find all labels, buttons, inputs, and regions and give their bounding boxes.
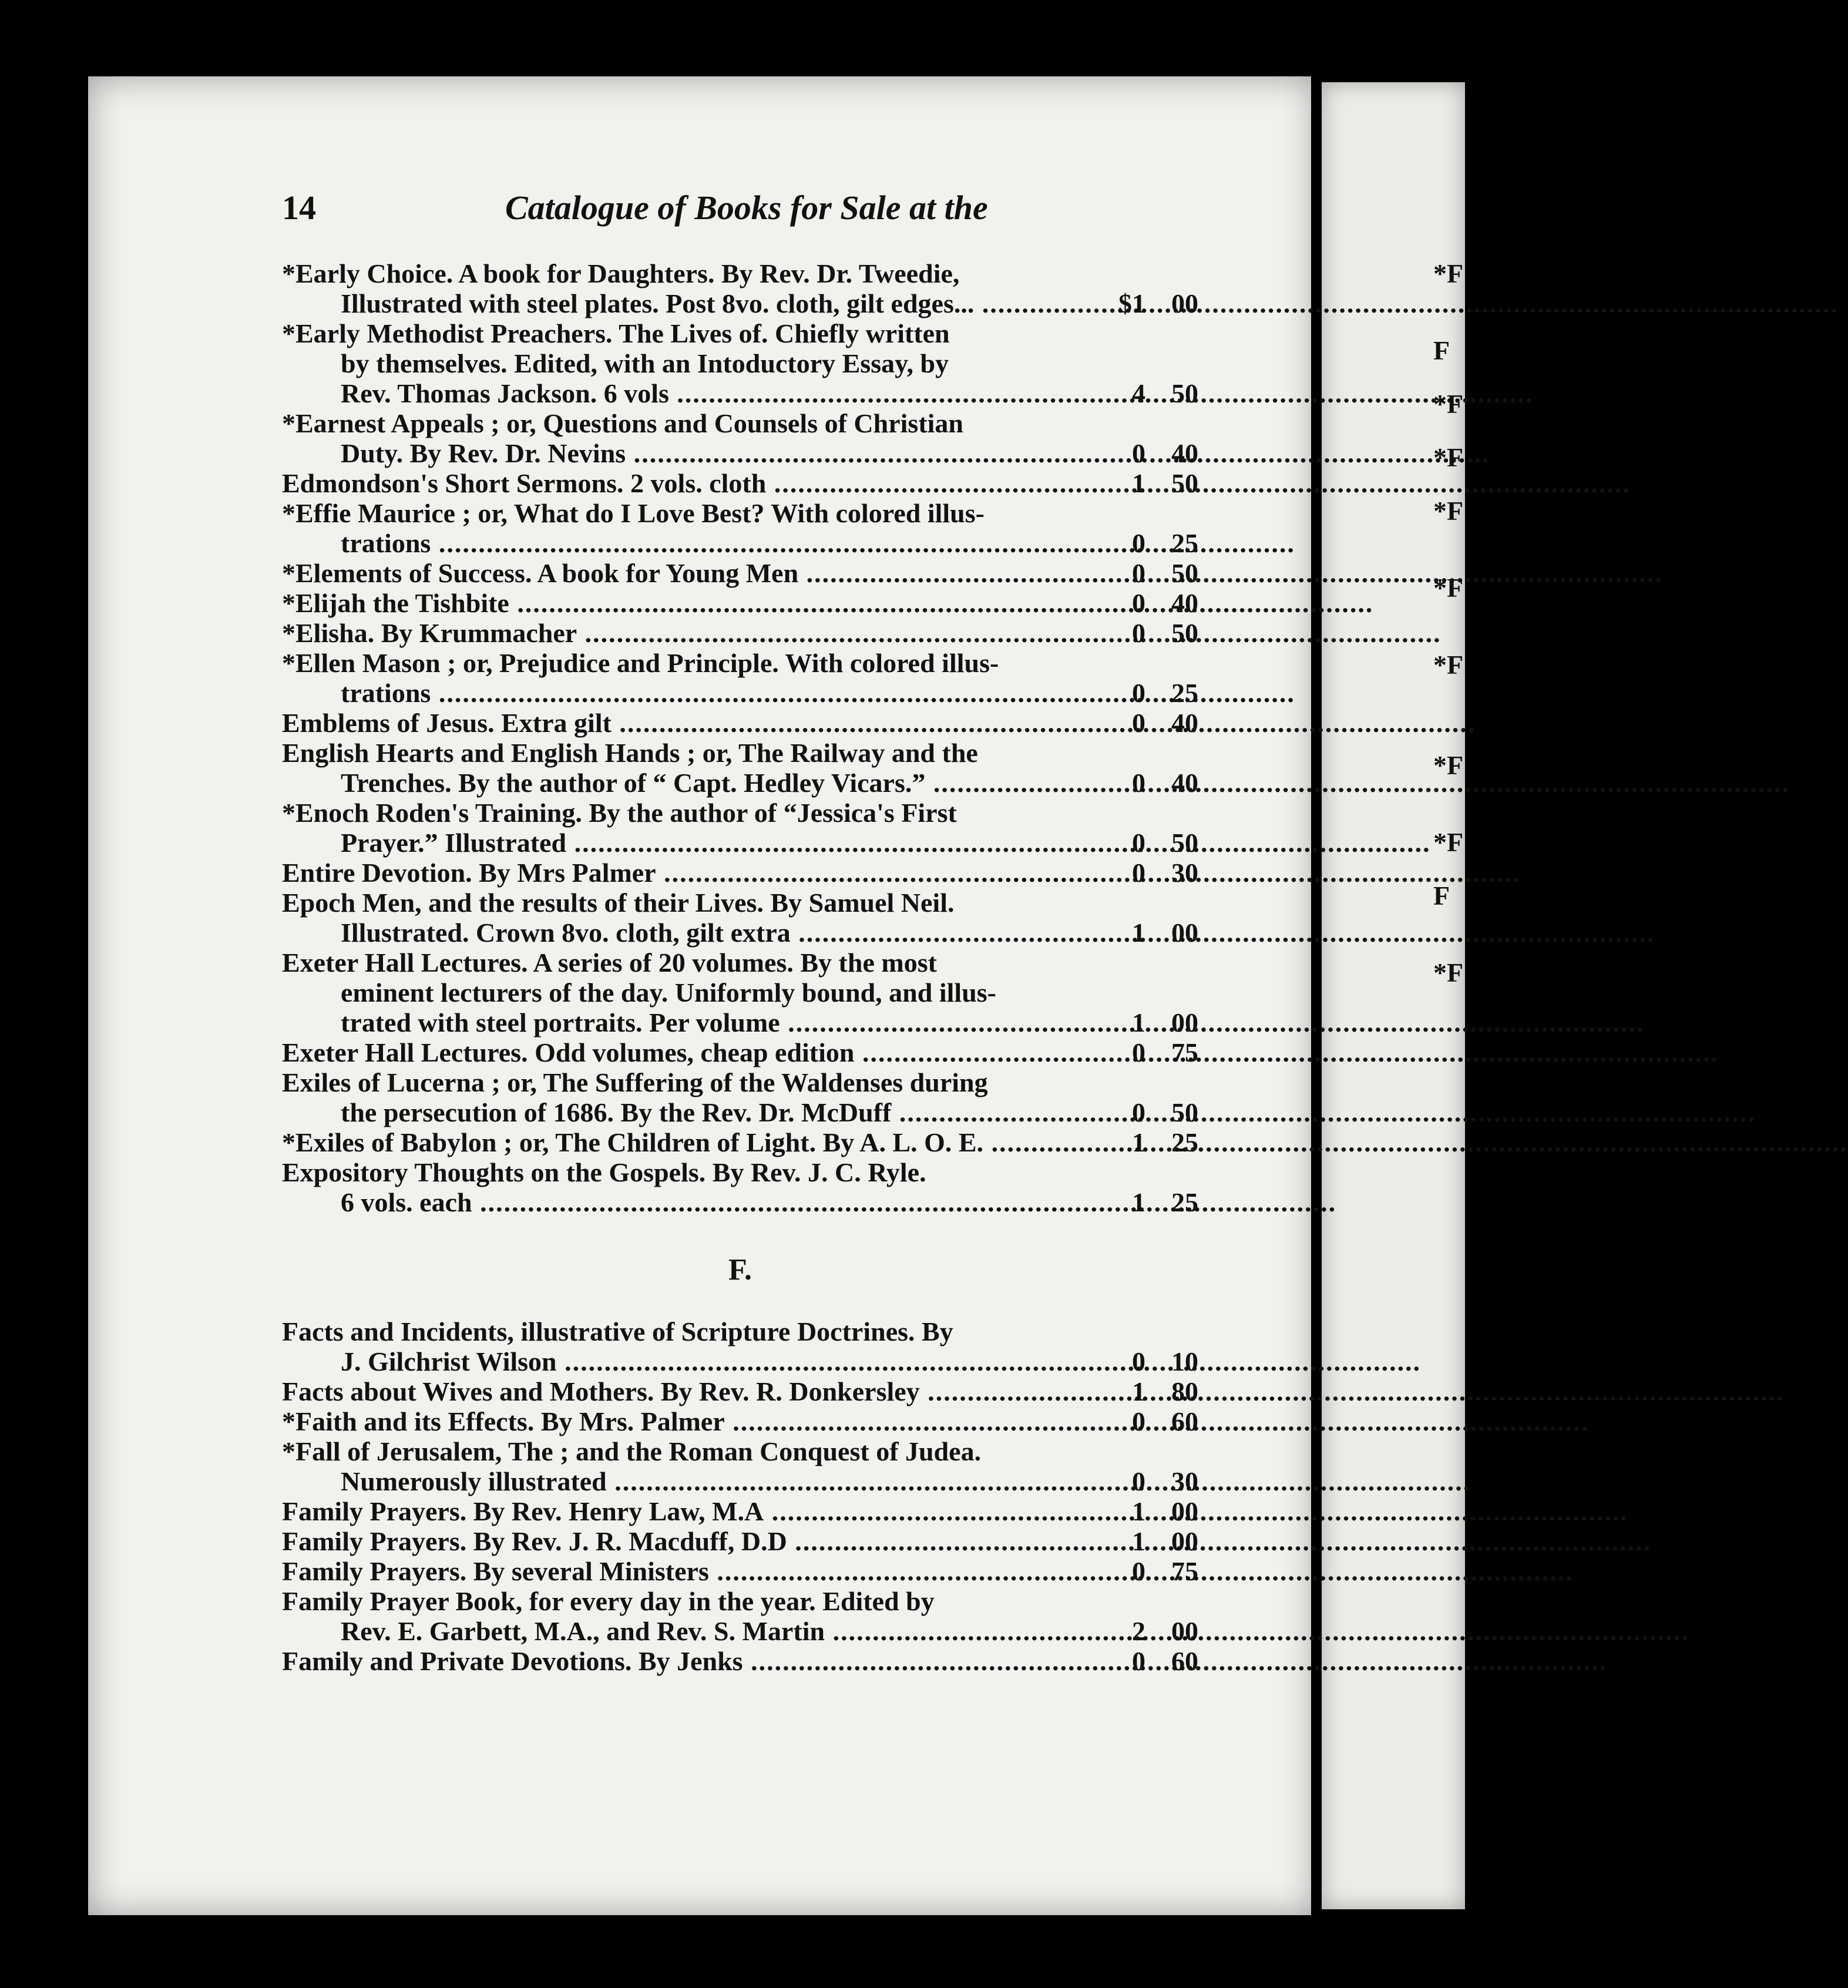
- price-cents: 50: [1171, 618, 1198, 648]
- price-cents: 50: [1171, 828, 1198, 858]
- price-dollars: $1: [1118, 288, 1145, 318]
- price-dollars: 0: [1132, 528, 1145, 558]
- price-dollars: 0: [1132, 1346, 1145, 1376]
- facing-page-mark: *F: [1433, 389, 1464, 419]
- facing-page-mark: F: [1433, 881, 1450, 911]
- catalogue-entry: [282, 858, 1198, 888]
- catalogue-entry: [282, 408, 1198, 468]
- price-dollars: 0: [1132, 1646, 1145, 1676]
- entry-price: [1104, 1376, 1198, 1406]
- catalogue-entry: [282, 1067, 1198, 1127]
- catalogue-entry: [282, 558, 1198, 588]
- facing-page-mark: F: [1433, 335, 1450, 365]
- entry-price: [1104, 1616, 1198, 1646]
- entry-title-line: *Fall of Jerusalem, The ; and the Roman Conquest of Judea.: [282, 1436, 982, 1466]
- entry-title-line: Exiles of Lucerna ; or, The Suffering of the Waldenses during: [282, 1067, 988, 1097]
- price-cents: 00: [1171, 1008, 1198, 1037]
- catalogue-entry: [282, 1556, 1198, 1586]
- catalogue-entry: [282, 1127, 1198, 1157]
- entry-title-line: Family Prayers. By Rev. Henry Law, M.A .....: [282, 1496, 1098, 1526]
- entry-price: [1104, 768, 1198, 798]
- price-cents: 25: [1171, 1127, 1198, 1157]
- entry-price: [1104, 1346, 1198, 1376]
- price-dollars: 1: [1132, 1526, 1145, 1556]
- entry-title-line: by themselves. Edited, with an Intoductory Essay, by: [341, 348, 949, 378]
- price-cents: 50: [1171, 468, 1198, 498]
- facing-page-mark: *F: [1433, 442, 1464, 472]
- entry-title-line: Family Prayer Book, for every day in the year. Edited by: [282, 1586, 935, 1616]
- entry-title-line: Family Prayers. By Rev. J. R. Macduff, D.D .....: [282, 1526, 1098, 1556]
- price-cents: 00: [1171, 1526, 1198, 1556]
- catalogue-entry: [282, 318, 1198, 408]
- price-cents: 40: [1171, 768, 1198, 798]
- price-dollars: 0: [1132, 1037, 1145, 1067]
- entry-title-line: *Faith and its Effects. By Mrs. Palmer .....: [282, 1406, 1098, 1436]
- price-dollars: 0: [1132, 1466, 1145, 1496]
- entry-price: [1104, 918, 1198, 948]
- price-cents: 80: [1171, 1376, 1198, 1406]
- price-dollars: 0: [1132, 1556, 1145, 1586]
- entry-title-line: *Early Methodist Preachers. The Lives of. Chiefly written: [282, 318, 950, 348]
- catalogue-entry: [282, 948, 1198, 1037]
- entry-price: [1104, 1466, 1198, 1496]
- catalogue-entry: [282, 648, 1198, 708]
- entry-price: [1104, 588, 1198, 618]
- price-cents: 30: [1171, 858, 1198, 888]
- price-dollars: 0: [1132, 1406, 1145, 1436]
- entry-title-line: Trenches. By the author of “ Capt. Hedley Vicars.” .....: [282, 768, 1098, 798]
- entry-price: [1104, 1556, 1198, 1586]
- price-dollars: 1: [1132, 468, 1145, 498]
- price-cents: 50: [1171, 378, 1198, 408]
- entry-title-line: *Effie Maurice ; or, What do I Love Best? With colored illus-: [282, 498, 985, 528]
- entry-title-line: Prayer.” Illustrated .....: [282, 828, 1098, 858]
- entry-price: [1104, 828, 1198, 858]
- price-cents: 25: [1171, 528, 1198, 558]
- catalogue-entry: [282, 738, 1198, 798]
- facing-page-mark: *F: [1433, 958, 1464, 988]
- entry-title-line: Epoch Men, and the results of their Lives. By Samuel Neil.: [282, 888, 955, 918]
- page-number: 14: [282, 189, 316, 227]
- entry-title-line: Edmondson's Short Sermons. 2 vols. cloth .....: [282, 468, 1098, 498]
- entry-price: [1104, 438, 1198, 468]
- entry-title-line: Illustrated with steel plates. Post 8vo. cloth, gilt edges... .....: [282, 288, 1098, 318]
- entry-title-line: 6 vols. each .....: [282, 1187, 1098, 1217]
- facing-page-mark: *F: [1433, 650, 1464, 680]
- catalogue-entries: [282, 258, 1198, 1676]
- price-dollars: 0: [1132, 678, 1145, 708]
- price-cents: 30: [1171, 1466, 1198, 1496]
- entry-price: [1104, 288, 1198, 318]
- price-dollars: 1: [1132, 1187, 1145, 1217]
- catalogue-entry: [282, 1586, 1198, 1646]
- catalogue-entry: [282, 468, 1198, 498]
- catalogue-entry: [282, 708, 1198, 738]
- price-dollars: 0: [1132, 438, 1145, 468]
- entry-price: [1104, 468, 1198, 498]
- price-dollars: 0: [1132, 708, 1145, 738]
- entry-price: [1104, 708, 1198, 738]
- entry-title-line: *Early Choice. A book for Daughters. By Rev. Dr. Tweedie,: [282, 258, 960, 288]
- catalogue-entry: [282, 1526, 1198, 1556]
- entry-title-line: Emblems of Jesus. Extra gilt .....: [282, 708, 1098, 738]
- price-dollars: 1: [1132, 1008, 1145, 1037]
- entry-title-line: Facts about Wives and Mothers. By Rev. R. Donkersley .....: [282, 1376, 1098, 1406]
- entry-price: [1104, 1127, 1198, 1157]
- entry-title-line: Illustrated. Crown 8vo. cloth, gilt extra .....: [282, 918, 1098, 948]
- price-dollars: 4: [1132, 378, 1145, 408]
- catalogue-entry: [282, 1157, 1198, 1217]
- catalogue-entry: [282, 888, 1198, 948]
- price-cents: 10: [1171, 1346, 1198, 1376]
- price-cents: 00: [1171, 1616, 1198, 1646]
- entry-title-line: Family and Private Devotions. By Jenks .....: [282, 1646, 1098, 1676]
- entry-title-line: *Elijah the Tishbite .....: [282, 588, 1098, 618]
- price-cents: 40: [1171, 588, 1198, 618]
- entry-title-line: Numerously illustrated .....: [282, 1466, 1098, 1496]
- entry-price: [1104, 858, 1198, 888]
- running-head: Catalogue of Books for Sale at the: [505, 189, 988, 227]
- entry-title-line: *Exiles of Babylon ; or, The Children of Light. By A. L. O. E. .....: [282, 1127, 1098, 1157]
- catalogue-entry: [282, 1436, 1198, 1496]
- entry-title-line: *Elisha. By Krummacher .....: [282, 618, 1098, 648]
- price-cents: 75: [1171, 1556, 1198, 1586]
- entry-title-line: Expository Thoughts on the Gospels. By Rev. J. C. Ryle.: [282, 1157, 926, 1187]
- entry-title-line: *Ellen Mason ; or, Prejudice and Principle. With colored illus-: [282, 648, 999, 678]
- price-cents: 40: [1171, 438, 1198, 468]
- price-cents: 60: [1171, 1406, 1198, 1436]
- price-dollars: 0: [1132, 768, 1145, 798]
- page-header: [282, 188, 1104, 235]
- entry-price: [1104, 378, 1198, 408]
- entry-title-line: Facts and Incidents, illustrative of Scripture Doctrines. By: [282, 1317, 953, 1346]
- catalogue-entry: [282, 1376, 1198, 1406]
- entry-title-line: the persecution of 1686. By the Rev. Dr. McDuff .....: [282, 1097, 1098, 1127]
- catalogue-entry: [282, 1406, 1198, 1436]
- price-dollars: 1: [1132, 1496, 1145, 1526]
- catalogue-entry: [282, 1317, 1198, 1376]
- facing-page-mark: *F: [1433, 258, 1464, 288]
- entry-price: [1104, 1187, 1198, 1217]
- entry-title-line: Exeter Hall Lectures. Odd volumes, cheap edition .....: [282, 1037, 1098, 1067]
- facing-page-mark: *F: [1433, 827, 1464, 857]
- entry-title-line: Rev. Thomas Jackson. 6 vols .....: [282, 378, 1098, 408]
- price-cents: 00: [1171, 288, 1198, 318]
- section-letter: F.: [728, 1253, 752, 1287]
- price-cents: 25: [1171, 678, 1198, 708]
- entry-title-line: trations .....: [282, 528, 1098, 558]
- entry-price: [1104, 1496, 1198, 1526]
- facing-page-mark: *F: [1433, 750, 1464, 780]
- entry-title-line: J. Gilchrist Wilson .....: [282, 1346, 1098, 1376]
- entry-title-line: *Enoch Roden's Training. By the author of “Jessica's First: [282, 798, 957, 828]
- price-cents: 40: [1171, 708, 1198, 738]
- facing-page-mark: *F: [1433, 496, 1464, 526]
- facing-page-marks: [1433, 258, 1464, 988]
- entry-price: [1104, 558, 1198, 588]
- price-cents: 00: [1171, 1496, 1198, 1526]
- price-dollars: 0: [1132, 558, 1145, 588]
- price-cents: 00: [1171, 918, 1198, 948]
- entry-title-line: English Hearts and English Hands ; or, The Railway and the: [282, 738, 978, 768]
- entry-title-line: Exeter Hall Lectures. A series of 20 volumes. By the most: [282, 948, 937, 978]
- price-dollars: 1: [1132, 1376, 1145, 1406]
- price-cents: 50: [1171, 558, 1198, 588]
- catalogue-entry: [282, 1646, 1198, 1676]
- catalogue-entry: [282, 1037, 1198, 1067]
- entry-title-line: *Elements of Success. A book for Young Men .....: [282, 558, 1098, 588]
- catalogue-entry: [282, 1496, 1198, 1526]
- entry-price: [1104, 1406, 1198, 1436]
- catalogue-entry: [282, 618, 1198, 648]
- price-dollars: 0: [1132, 588, 1145, 618]
- entry-price: [1104, 1646, 1198, 1676]
- entry-title-line: *Earnest Appeals ; or, Questions and Counsels of Christian: [282, 408, 963, 438]
- price-dollars: 2: [1132, 1616, 1145, 1646]
- entry-title-line: Family Prayers. By several Ministers .....: [282, 1556, 1098, 1586]
- price-dollars: 0: [1132, 858, 1145, 888]
- price-cents: 60: [1171, 1646, 1198, 1676]
- catalogue-entry: [282, 258, 1198, 318]
- entry-title-line: eminent lecturers of the day. Uniformly bound, and illus-: [341, 978, 996, 1008]
- catalogue-entry: [282, 798, 1198, 858]
- catalogue-entry: [282, 498, 1198, 558]
- entry-title-line: Rev. E. Garbett, M.A., and Rev. S. Martin .....: [282, 1616, 1098, 1646]
- price-cents: 25: [1171, 1187, 1198, 1217]
- entry-price: [1104, 678, 1198, 708]
- entry-price: [1104, 1526, 1198, 1556]
- price-dollars: 0: [1132, 828, 1145, 858]
- entry-price: [1104, 1008, 1198, 1037]
- facing-page-mark: *F: [1433, 573, 1464, 603]
- entry-price: [1104, 618, 1198, 648]
- entry-price: [1104, 528, 1198, 558]
- price-cents: 50: [1171, 1097, 1198, 1127]
- entry-title-line: Entire Devotion. By Mrs Palmer .....: [282, 858, 1098, 888]
- entry-price: [1104, 1037, 1198, 1067]
- entry-title-line: trated with steel portraits. Per volume .....: [282, 1008, 1098, 1037]
- price-dollars: 0: [1132, 1097, 1145, 1127]
- price-cents: 75: [1171, 1037, 1198, 1067]
- entry-price: [1104, 1097, 1198, 1127]
- price-dollars: 0: [1132, 618, 1145, 648]
- price-dollars: 1: [1132, 1127, 1145, 1157]
- price-dollars: 1: [1132, 918, 1145, 948]
- catalogue-entry: [282, 588, 1198, 618]
- entry-title-line: trations .....: [282, 678, 1098, 708]
- entry-title-line: Duty. By Rev. Dr. Nevins .....: [282, 438, 1098, 468]
